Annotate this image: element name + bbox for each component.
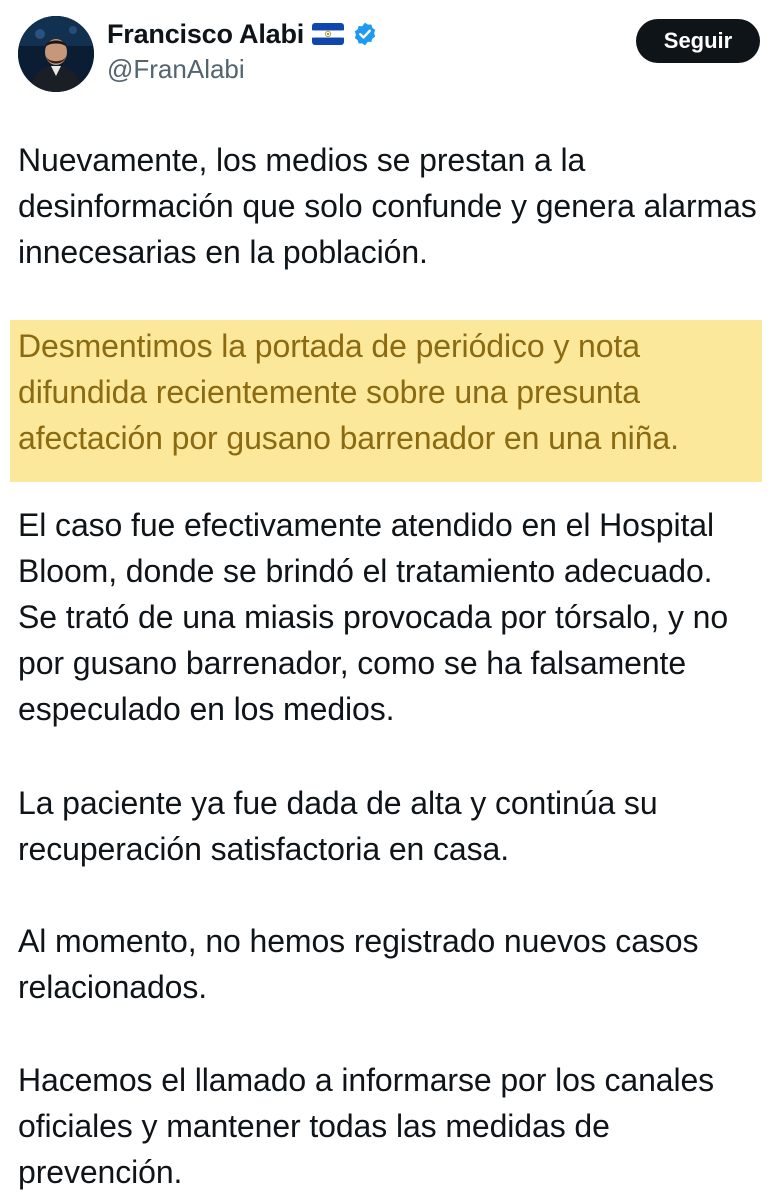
tweet-paragraph: El caso fue efectivamente atendido en el Hospital Bloom, donde se brindó el tratamiento adecuado. Se trató de una miasis provocada por tórsalo, y no por gusano barrenador, como se ha falsamente especulado en los medios. bbox=[18, 507, 729, 727]
tweet-paragraph: Nuevamente, los medios se prestan a la desinformación que solo confunde y genera alarmas innecesarias en la población. bbox=[18, 142, 757, 270]
display-name[interactable]: Francisco Alabi bbox=[107, 18, 305, 49]
el-salvador-flag-icon bbox=[312, 23, 344, 45]
highlighted-text-block bbox=[10, 320, 762, 482]
tweet-paragraph: La paciente ya fue dada de alta y continúa su recuperación satisfactoria en casa. bbox=[18, 785, 658, 867]
avatar[interactable] bbox=[18, 16, 94, 92]
user-handle[interactable]: @FranAlabi bbox=[107, 54, 245, 84]
tweet-paragraph-highlighted: Desmentimos la portada de periódico y nota difundida recientemente sobre una presunta afectación por gusano barrenador en una niña. bbox=[18, 328, 679, 456]
follow-button[interactable]: Seguir bbox=[636, 19, 760, 63]
tweet-paragraph: Al momento, no hemos registrado nuevos casos relacionados. bbox=[18, 923, 699, 1005]
tweet-header bbox=[18, 16, 760, 96]
verified-badge-icon bbox=[352, 21, 378, 47]
tweet-paragraph: Hacemos el llamado a informarse por los canales oficiales y mantener todas las medidas de prevención. bbox=[18, 1062, 715, 1190]
avatar-image bbox=[18, 16, 94, 92]
name-row bbox=[107, 16, 378, 52]
